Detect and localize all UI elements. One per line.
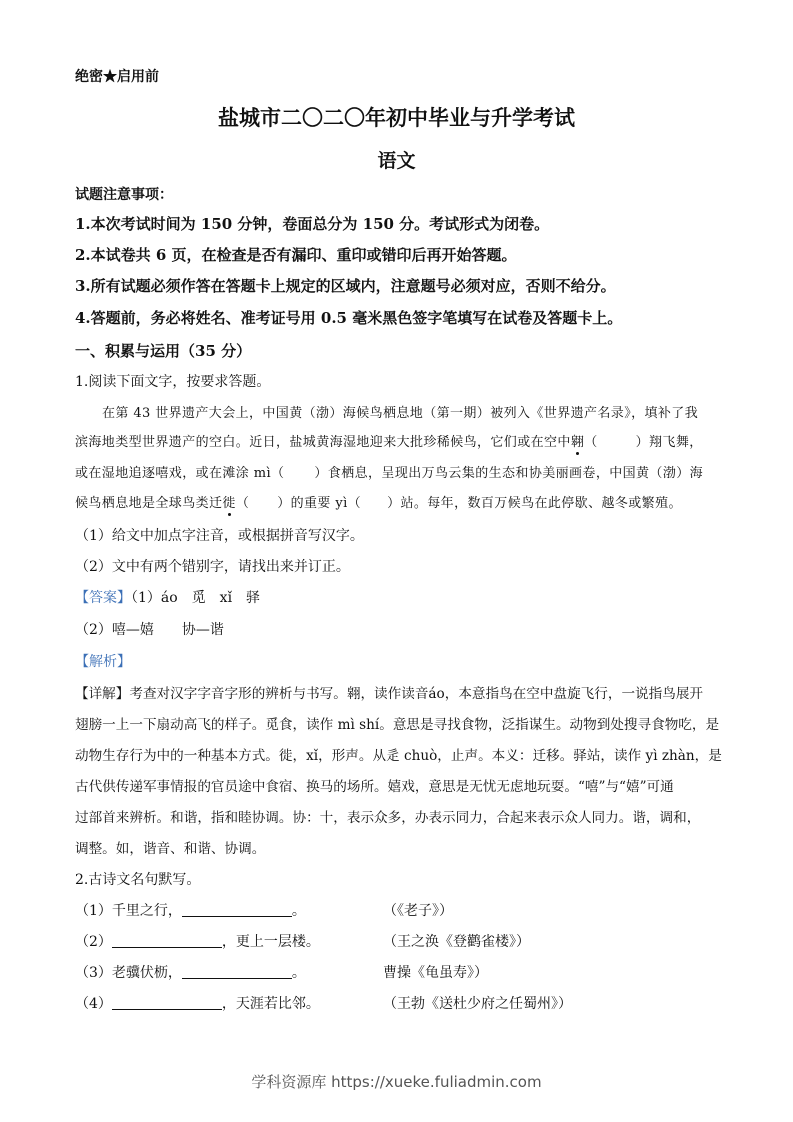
passage-text: 滨海地类型世界遗产的空白。近日，盐城黄海湿地迎来大批珍稀候鸟，它们或在空中 (75, 435, 571, 450)
subject-title: 语文 (377, 150, 416, 172)
section-heading: 一、积累与运用（35 分） (75, 342, 252, 360)
recite-text: 千里之行， (111, 903, 182, 919)
notice-item: 1.本次考试时间为 150 分钟，卷面总分为 150 分。考试形式为闭卷。 (75, 215, 550, 233)
passage-line (75, 431, 703, 450)
passage-text: 或在湿地追逐嘻戏，或在滩涂 mì（ (75, 466, 285, 481)
notice-item: 2.本试卷共 6 页，在检查是否有漏印、重印或错印后再开始答题。 (75, 246, 517, 264)
answer-blank[interactable] (112, 933, 222, 948)
recite-num: （3） (75, 965, 112, 981)
detail-line: 动物生存行为中的一种基本方式。徙，xǐ，形声。从辵 chuò，止声。本义：迁移。驿站，读作 yì zhàn，是 (75, 748, 722, 764)
recite-text: 。 (291, 965, 306, 981)
recite-text: ，更上一层楼。 (221, 934, 320, 950)
passage-text: ）食栖息，呈现出万鸟云集的生态和协美丽画卷，中国黄（渤）海 (314, 466, 704, 481)
answer-blank[interactable] (112, 995, 222, 1010)
detail-line: 过部首来辨析。和谐，指和睦协调。协：十，表示众多，办表示同力，合起来表示众人同力。谐，调和， (75, 810, 701, 826)
recite-line (75, 900, 306, 920)
passage-text: ）站。每年，数百万候鸟在此停歇、越冬或繁殖。 (387, 496, 682, 511)
detail-line: 翅膀一上一下扇动高飞的样子。觅食，读作 mì shí。意思是寻找食物，泛指谋生。动物到处搜寻食物吃，是 (75, 717, 720, 733)
answer-line (75, 587, 260, 607)
paren-open: （ (584, 435, 598, 450)
answer-line: （2）嘻—嬉 协—谐 (75, 622, 224, 638)
sub-question: （1）给文中加点字注音，或根据拼音写汉字。 (75, 528, 364, 544)
recite-num: （1） (75, 903, 112, 919)
recite-text: 。 (291, 903, 306, 919)
passage-line (75, 462, 703, 481)
detail-line: 古代供传递军事情报的官员途中食宿、换马的场所。嬉戏，意思是无忧无虑地玩耍。“嘻”与“嬉”可通 (75, 779, 674, 795)
recite-text: ，天涯若比邻。 (221, 996, 320, 1012)
secret-label: 绝密★启用前 (75, 69, 159, 85)
answer-blank[interactable] (182, 902, 292, 917)
recite-source: （《老子》） (383, 903, 453, 919)
sub-question: （2）文中有两个错别字，请找出来并订正。 (75, 559, 350, 575)
passage-line (75, 492, 682, 511)
exam-title: 盐城市二〇二〇年初中毕业与升学考试 (218, 105, 575, 130)
question-stem: 2.古诗文名句默写。 (75, 872, 201, 888)
question-stem: 1.阅读下面文字，按要求答题。 (75, 374, 271, 390)
dotted-char: 翱 (570, 435, 585, 450)
passage-text: 候鸟栖息地是全球鸟类迁 (75, 496, 223, 511)
answer-tag: 【答案】 (75, 590, 131, 606)
recite-source: （王之涣《登鹳雀楼》） (383, 934, 530, 950)
passage-text: （ (235, 496, 250, 511)
recite-num: （4） (75, 996, 112, 1012)
recite-line (75, 931, 320, 951)
notice-item: 3.所有试题必须作答在答题卡上规定的区域内，注意题号必须对应，否则不给分。 (75, 277, 616, 295)
passage-text: ）的重要 yì（ (277, 496, 362, 511)
analysis-tag: 【解析】 (75, 654, 131, 670)
recite-source: 曹操《龟虽寿》） (383, 965, 488, 981)
answer-blank[interactable] (182, 964, 292, 979)
answer-text: （1）áo 觅 xǐ 驿 (131, 590, 261, 606)
passage-line: 在第 43 世界遗产大会上，中国黄（渤）海候鸟栖息地（第一期）被列入《世界遗产名录》，填补了我 (102, 406, 699, 421)
recite-line (75, 962, 306, 982)
notice-item: 4.答题前，务必将姓名、准考证号用 0.5 毫米黑色签字笔填写在试卷及答题卡上。 (75, 309, 623, 327)
recite-line (75, 993, 320, 1013)
detail-line: 调整。如，谐音、和谐、协调。 (75, 841, 266, 857)
detail-line: 【详解】考查对汉字字音字形的辨析与书写。翱，读作读音áo，本意指鸟在空中盘旋飞行，一说指鸟展开 (75, 686, 704, 702)
footer-watermark[interactable]: 学科资源库 https://xueke.fuliadmin.com (251, 1073, 542, 1091)
passage-text: ）翔飞舞， (635, 435, 703, 450)
notice-heading: 试题注意事项： (75, 187, 173, 203)
recite-text: 老骥伏枥， (111, 965, 182, 981)
dotted-char: 徙 (222, 496, 236, 511)
recite-source: （王勃《送杜少府之任蜀州》） (383, 996, 572, 1012)
recite-num: （2） (75, 934, 112, 950)
